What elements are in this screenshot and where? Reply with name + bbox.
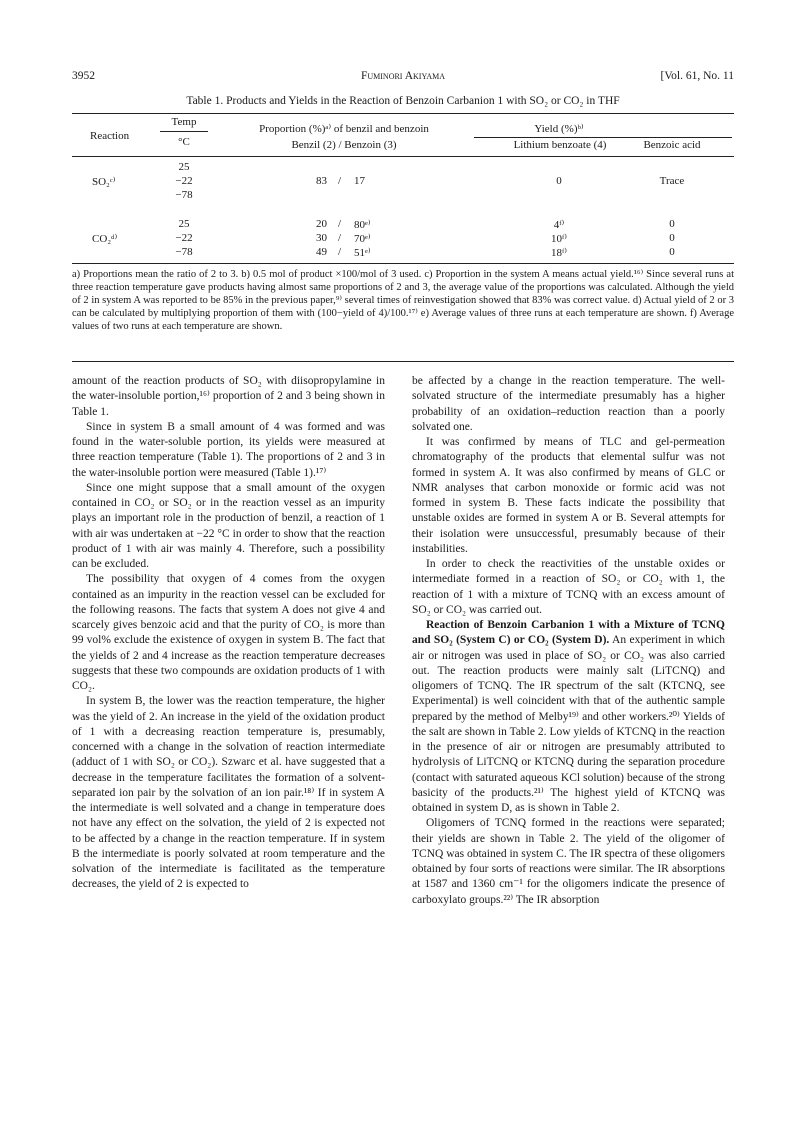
table-bottom-rule: [72, 263, 734, 264]
col-head-temp: Temp: [171, 116, 197, 128]
left-column: [72, 374, 385, 893]
left-paragraph-5: In system B, the lower was the reaction temperature, the higher was the yield of 2. An increase in the yield of the oxidation product of 1 with a decreasing reaction temperature is, presumably, concerned with a change in the solvation of reaction intermediate (adduct of 1 with SO₂ or CO₂). Szwarc et al. have suggested that a decrease in the temperature facilitates the formation of a solvent-separated ion pair by the solvation of an ion pair.¹⁸⁾ If in system A the intermediate is well solvated and a change in temperature does not have any effect on the solvation, the yield of 2 is expected not to be affected by a change in the reaction temperature. If in system B the intermediate is poorly solvated at room temperature and the solvation of the intermediate is facilitated as the temperature decreases, the yield of 2 is expected to: [72, 695, 385, 891]
co2-benzoic-3: 0: [669, 246, 675, 258]
left-paragraph-1: amount of the reaction products of SO₂ with diisopropylamine in the water-insoluble portion,¹⁶⁾ proportion of 2 and 3 being shown in Table 1.: [72, 375, 385, 418]
right-paragraph-4-text: An experiment in which air or nitrogen was used in place of SO₂ or CO₂ was also carried out. The reaction products were mainly salt (LiTCNQ) and oligomers of TCNQ. The IR spectrum of the salt (KTCNQ, see Experimental) is well coincident with that of the authentic sample prepared by the method of Melby¹⁹⁾ and other workers.²⁰⁾ Yields of the salt are shown in Table 2. Low yields of KTCNQ in the reaction in the presence of air or nitrogen are presumably attributed to hydrolysis of LiTCNQ or KTCNQ during the separation procedure (contact with saturated aqueous KCl solution) because of the strong basicity of the products.²¹⁾ The highest yield of KTCNQ was obtained in system D, as is shown in Table 2.: [412, 634, 725, 814]
temp-underline: [160, 131, 208, 132]
co2-benzoin-1: 80ᵉ⁾: [354, 219, 371, 231]
col-head-temp-unit: °C: [178, 136, 190, 148]
left-paragraph-3: Since one might suppose that a small amount of the oxygen contained in CO₂ or SO₂ or in the reaction vessel as an impurity plays an important role in the production of benzil, a reaction of 1 with air was undertaken at −22 °C in order to show that the reaction product of 1 with air was mainly 4. Therefore, such a possibility can be excluded.: [72, 481, 385, 570]
footnote-bottom-rule: [72, 361, 734, 362]
so2-temp-3: −78: [175, 189, 193, 201]
co2-slash-2: /: [338, 232, 342, 244]
co2-temp-2: −22: [175, 232, 193, 244]
table-caption: Table 1. Products and Yields in the Reaction of Benzoin Carbanion 1 with SO₂ or CO₂ in THF: [186, 95, 620, 107]
left-paragraph-4: The possibility that oxygen of 4 comes from the oxygen contained as an impurity in the reaction vessel can be excluded for the following reasons. The facts that system A does not give 4 and scarcely gives benzoic acid and that the purity of CO₂ is more than 99 vol% exclude the existence of oxygen in system B. The fact that the yields of 2 and 4 increase as the reaction temperature decreases suggests that these two compounds are oxidation products of 1 with CO₂.: [72, 573, 385, 692]
co2-temp-1: 25: [178, 218, 190, 230]
co2-temp-3: −78: [175, 246, 193, 258]
co2-reaction-label: CO₂ᵈ⁾: [92, 233, 118, 245]
so2-slash: /: [338, 175, 342, 187]
col-head-reaction: Reaction: [90, 130, 130, 142]
so2-benzil: 83: [316, 175, 327, 187]
co2-slash-1: /: [338, 218, 342, 230]
co2-benzoic-1: 0: [669, 218, 675, 230]
col-head-proportion-sub: Benzil (2) / Benzoin (3): [291, 139, 397, 151]
col-head-lithium: Lithium benzoate (4): [513, 139, 607, 151]
co2-lithium-3: 18ᶠ⁾: [551, 247, 567, 259]
table-top-rule: [72, 113, 734, 114]
co2-benzil-3: 49: [316, 246, 327, 258]
co2-slash-3: /: [338, 246, 342, 258]
table-footnotes: a) Proportions mean the ratio of 2 to 3. b) 0.5 mol of product ×100/mol of 3 used. c) Proportion in the system A means actual yield.¹⁶⁾ Since several runs at three reaction temperature gave products having almost same proportions of 2 and 3, the average value of the proportions was calculated. Although the yield of 2 in system A was reported to be 85% in the previous paper,⁹⁾ several times of reinvestigation showed that 83% was correct value. d) Actual yield of 2 or 3 can be calculated by multiplying proportion of them with (100−yield of 4)/100.¹⁷⁾ e) Average values of three runs at each temperature are shown. f) Average values of two runs at each temperature are shown.: [72, 269, 734, 332]
so2-reaction-label: SO₂ᶜ⁾: [92, 176, 116, 188]
co2-lithium-1: 4ᶠ⁾: [553, 219, 565, 231]
so2-lithium: 0: [556, 175, 562, 187]
right-paragraph-1: be affected by a change in the reaction temperature. The well-solvated structure of the intermediate presumably has a higher probability of an oxidation–reduction reaction than a poorly solvated one.: [412, 375, 725, 433]
running-author: Fuminori Akiyama: [360, 70, 446, 82]
volume-info: [Vol. 61, No. 11: [660, 70, 734, 82]
running-header: [72, 70, 734, 86]
so2-temp-1: 25: [178, 161, 190, 173]
so2-benzoin: 17: [354, 175, 365, 187]
right-paragraph-2: It was confirmed by means of TLC and gel-permeation chromatography of the products that elemental sulfur was not formed in system A. It was also confirmed by means of GLC or NMR analyses that carbon monoxide or formic acid was not formed in system B. These facts indicate the possibility that unstable oxides are formed in system A or B. Several attempts for their isolation were unsuccessful, presumably because of their instabilities.: [412, 436, 725, 555]
co2-benzil-1: 20: [316, 218, 327, 230]
right-column: [412, 374, 725, 908]
right-paragraph-3: In order to check the reactivities of the unstable oxides or intermediate formed in a reaction of SO₂ or CO₂ with 1, the reaction of 1 with a mixture of TCNQ with an excess amount of SO₂ or CO₂ was carried out.: [412, 558, 725, 616]
co2-benzoin-3: 51ᵉ⁾: [354, 247, 371, 259]
col-head-proportion: Proportion (%)ᵃ⁾ of benzil and benzoin: [259, 123, 429, 135]
right-paragraph-5: Oligomers of TCNQ formed in the reactions were separated; their yields are shown in Table 2. The yield of the oligomer of TCNQ was obtained in system C. The IR spectra of these oligomers obtained by four sorts of reactions were similar. The IR absorptions at 1587 and 1360 cm⁻¹ for the oligomers indicate the presence of carboxylato groups.²²⁾ The IR absorption: [412, 817, 725, 906]
so2-temp-2: −22: [175, 175, 193, 187]
so2-benzoic: Trace: [659, 175, 685, 187]
yield-underline: [474, 137, 732, 138]
co2-benzoin-2: 70ᵉ⁾: [354, 233, 371, 245]
right-paragraph-4: [412, 618, 725, 816]
co2-benzoic-2: 0: [669, 232, 675, 244]
table-header-rule: [72, 156, 734, 157]
co2-benzil-2: 30: [316, 232, 327, 244]
co2-lithium-2: 10ᶠ⁾: [551, 233, 567, 245]
section-heading: Reaction of Benzoin Carbanion 1 with a Mixture of TCNQ and SO₂ (System C) or CO₂ (System D).: [412, 619, 725, 647]
page-number: 3952: [72, 70, 95, 82]
col-head-yield: Yield (%)ᵇ⁾: [534, 123, 584, 135]
col-head-benzoic: Benzoic acid: [643, 139, 701, 151]
left-paragraph-2: Since in system B a small amount of 4 was formed and was found in the water-soluble portion, its yields were measured at three reaction temperature (Table 1). The proportions of 2 and 3 in the water-insoluble portion were measured (Table 1).¹⁷⁾: [72, 420, 385, 479]
